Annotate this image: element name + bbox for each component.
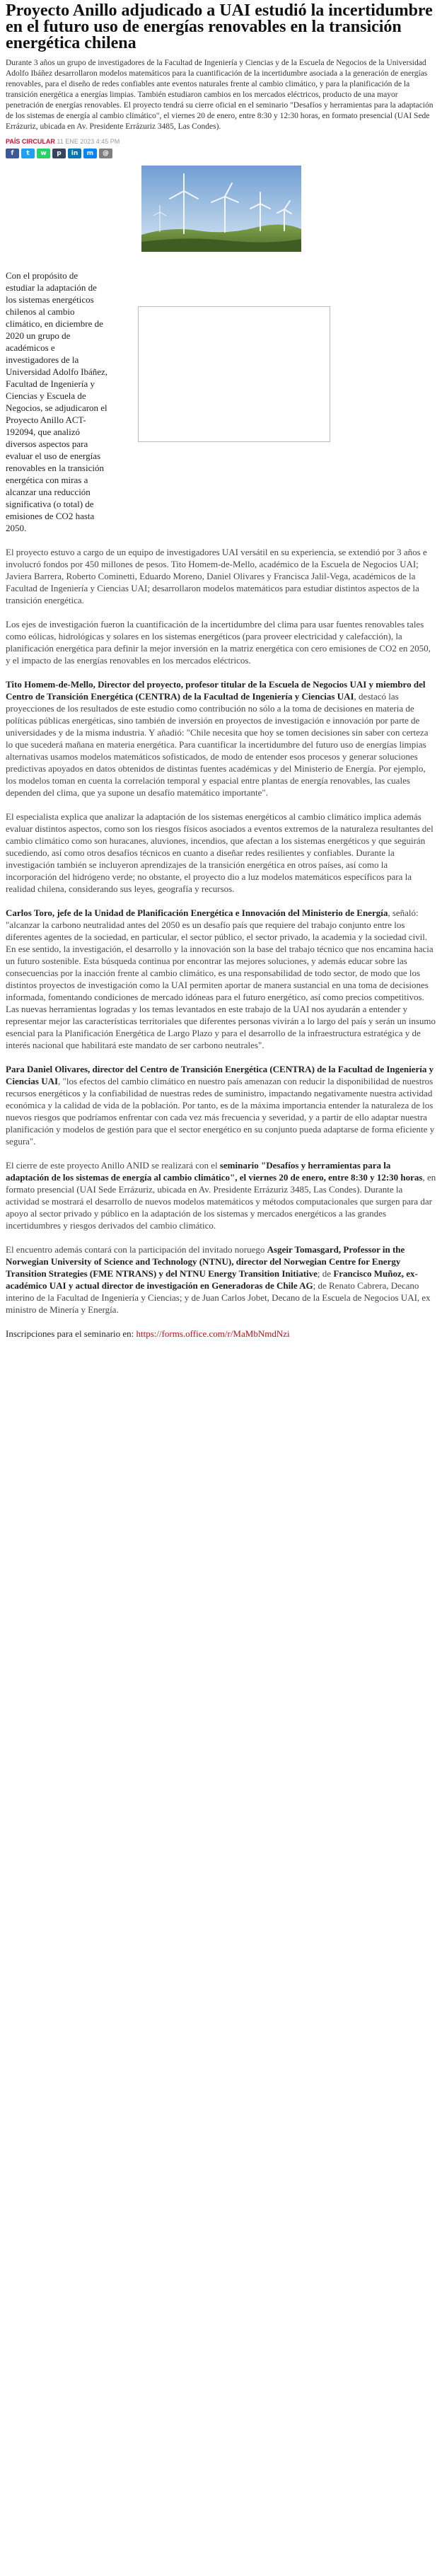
guest-munoz: Francisco Muñoz, ex-académico UAI y actual director de investigación en Generadoras de Chile AG [6, 1268, 418, 1291]
hero-image [6, 166, 436, 252]
quote-text: , "los efectos del cambio climático en nuestro país amenazan con reducir la disponibilidad de nuestros recursos energéticos y la confiabilidad de nuestras redes de suministro, impactando negativamente nuestra actividad económica y la calidad de vida de la población. Por tanto, es de la máxima importancia entender la naturaleza de los nuevos riesgos que podríamos enfrentar con cada vez más frecuencia y severidad, y a partir de ello adaptar nuestra planificación y modelos de gestión para que el sector energético en su conjunto pueda adaptarse de forma eficiente y segura". [6, 1076, 435, 1147]
signup-paragraph [6, 1328, 436, 1340]
article-title: Proyecto Anillo adjudicado a UAI estudió la incertidumbre en el futuro uso de energías renovables en la transición energética chilena [6, 1, 433, 52]
intro-paragraph: Con el propósito de estudiar la adaptación de los sistemas energéticos chilenos al cambio climático, en diciembre de 2020 un grupo de académicos e investigadores de la Universidad Adolfo Ibáñez, Facultad de Ingeniería y Ciencias y Escuela de Negocios, se adjudicaron el Proyecto Anillo ACT-192094, que analizó diversos aspectos para evaluar el uso de energías renovables en la transición energética con miras a alcanzar una reducción significativa (o total) de emisiones de CO2 hasta 2050. [6, 270, 108, 533]
guests-separator: ; de [317, 1268, 334, 1279]
section-label[interactable]: PAÍS CIRCULAR [6, 138, 55, 145]
quote-speaker: Carlos Toro, jefe de la Unidad de Planificación Energética e Innovación del Ministerio de Energía [6, 907, 388, 918]
wind-turbines-image [141, 166, 301, 252]
seminar-rest-text: , en formato presencial (UAI Sede Errázuriz, ubicada en Av. Presidente Errázuriz 3485, Las Condes). Durante la actividad se mostrará el desarrollo de nuevos modelos matemáticos y métodos computacionales que surgen para dar apoyo al sector privado y público en la adaptación de los sistemas y mercados energéticos a las grandes incertidumbres y riesgos derivados del cambio climático. [6, 1172, 436, 1231]
messenger-share-icon[interactable]: m [83, 149, 97, 158]
paragraph-risks: El especialista explica que analizar la adaptación de los sistemas energéticos al cambio climático implica además evaluar distintos aspectos, como son los riesgos físicos asociados a eventos extremos de la naturaleza resultantes del cambio climático como son huracanes, aluviones, incendios, que afectan a los sistemas energéticos y que seguirán sucediendo, así como otros desafíos técnicos en cuanto a diseñar redes resilientes y confiables. Durante la investigación también se incluyeron aprendizajes de la transición energética en otros países, así como la incorporación del hidrógeno verde; no obstante, el proyecto dio a luz modelos matemáticos específicos para la realidad chilena, considerando sus leyes, geografía y recursos. [6, 811, 434, 894]
guest-tomasgard: Asgeir Tomasgard, Professor in the Norwegian University of Science and Technology (NTNU), director del Norwegian Centre for Energy Transition Strategies (FME NTRANS) y del NTNU Energy Transition Initiative [6, 1244, 405, 1279]
paragraph-guests [6, 1243, 436, 1316]
publish-date: 11 ENE 2023 4:45 PM [57, 138, 120, 145]
quote-speaker: Para Daniel Olivares, director del Centro de Transición Energética (CENTRA) de la Facultad de Ingeniería y Ciencias UAI [6, 1064, 434, 1086]
guests-intro-text: El encuentro además contará con la participación del invitado noruego [6, 1244, 267, 1255]
quote-speaker: Tito Homem-de-Mello, Director del proyecto, profesor titular de la Escuela de Negocios UAI y miembro del Centro de Transición Energética (CENTRA) de la Facultad de Ingeniería y Ciencias UAI [6, 679, 426, 702]
quote-text: , destacó las proyecciones de los resultados de este estudio como contribución no sólo a la toma de decisiones en materia de políticas públicas energéticas, sino también de inversión en proyectos de investigación e innovación por parte de universidades y de la misma industria. Y añadió: "Chile necesita que hoy se tomen decisiones sin saber con certeza lo que sucederá mañana en materia energética. Para cuantificar la incertidumbre del futuro uso de energías limpias alternativas usamos modelos matemáticos sofisticados, de modo de entender esos procesos y generar soluciones predictivas apoyados en datos obtenidos de distintas fuentes académicas y del Ministerio de Energía. Por ejemplo, los modelos toman en cuenta la correlación temporal y espacial entre plantas de energía renovables, las cuales dependen del clima, que ya supone un desafío matemático importante". [6, 691, 429, 798]
signup-label: Inscripciones para el seminario en: [6, 1328, 136, 1339]
paragraph-olivares [6, 1063, 436, 1147]
whatsapp-share-icon[interactable]: w [37, 149, 50, 158]
paragraph-research-axes: Los ejes de investigación fueron la cuantificación de la incertidumbre del clima para usar fuentes renovables tales como eólicas, hidrológicas y solares en los sistemas energéticos (para proveer electricidad y calefacción), la planificación energética para definir la mejor inversión en la matriz energética con cero emisiones de CO2 en 2050, y el impacto de las energías renovables en los mercados eléctricos. [6, 619, 431, 666]
article-body [6, 269, 436, 1340]
paragraph-team: El proyecto estuvo a cargo de un equipo de investigadores UAI versátil en su experiencia, se extendió por 3 años e involucró fondos por 450 millones de pesos. Tito Homem-de-Mello, académico de la Escuela de Negocios UAI; Javiera Barrera, Roberto Cominetti, Eduardo Moreno, Daniel Olivares y Francisca Jalil-Vega, académicos de la Facultad de Ingeniería y Ciencias UAI; desarrollaron modelos matemáticos para estudiar distintos aspectos de la transición energética. [6, 547, 427, 605]
seminar-details: seminario "Desafíos y herramientas para la adaptación de los sistemas de energía al cambio climático", el viernes 20 de enero, entre 8:30 y 12:30 horas [6, 1160, 423, 1183]
article-lead: Durante 3 años un grupo de investigadores de la Facultad de Ingeniería y Ciencias y de la Escuela de Negocios de la Universidad Adolfo Ibáñez desarrollaron modelos matemáticos para la cuantificación de la incertidumbre asociada a la generación de energías renovables, para el diseño de redes confiables ante eventos naturales frente al cambio climático, y para la planificación de la transición energética a energías limpias. También estudiaron cambios en los mercados eléctricos, producto de una mayor penetración de energías renovables. El proyecto tendrá su cierre oficial en el seminario "Desafíos y herramientas para la adaptación de los sistemas de energía al cambio climático", el viernes 20 de enero, entre 8:30 y 12:30 horas, en formato presencial (UAI Sede Errázuriz, ubicada en Av. Presidente Errázuriz 3485, Las Condes). [6, 59, 434, 131]
share-bar [6, 149, 436, 158]
email-share-icon[interactable]: @ [99, 149, 112, 158]
linkedin-share-icon[interactable]: in [68, 149, 81, 158]
paragraph-homem-de-mello [6, 678, 436, 799]
seminar-intro-text: El cierre de este proyecto Anillo ANID se realizará con el [6, 1160, 220, 1171]
print-icon[interactable]: p [52, 149, 66, 158]
article-meta [6, 138, 436, 145]
intro-column [6, 269, 108, 534]
quote-text: , señaló: "alcanzar la carbono neutralidad antes del 2050 es un desafío país que requiere del trabajo conjunto entre los diferentes agentes de la sociedad, en particular, el sector público, el sector privado, la academia y la sociedad civil. En ese sentido, la investigación, el desarrollo y la innovación son la base del trabajo técnico que nos encamina hacia un futuro sostenible. Esta búsqueda continua por encontrar las mejores soluciones, y además educar sobre las consecuencias por la inacción frente al cambio climático, es una responsabilidad de todo sector, de modo que los distintos proyectos de investigación como la UAI permiten aportar de manera sustancial en una toma de decisiones informada, fomentando condiciones de mercado idóneas para el futuro energético, así como precios competitivos. Las nuevas herramientas logradas y los temas levantados en este trabajo de la UAI nos ayudarán a entender y representar mejor las características territoriales que diferentes personas vivirán a lo largo del país y serán un insumo esencial para la Planificación Energética de Largo Plazo y para el desarrollo de la infraestructura estratégica y de interés nacional que habilitará este mandato de ser carbono neutrales". [6, 907, 436, 1050]
facebook-share-icon[interactable]: f [6, 149, 19, 158]
paragraph-carlos-toro [6, 907, 436, 1051]
signup-link[interactable]: https://forms.office.com/r/MaMbNmdNzi [136, 1328, 290, 1339]
paragraph-seminar [6, 1159, 436, 1231]
guests-rest-text: ; de Renato Cabrera, Decano interino de la Facultad de Ingeniería y Ciencias; y de Juan Carlos Jobet, Decano de la Escuela de Negocios UAI, ex ministro de Minería y Energía. [6, 1280, 431, 1315]
twitter-share-icon[interactable]: t [21, 149, 35, 158]
intro-row [6, 269, 436, 534]
embedded-media-box [138, 306, 330, 442]
